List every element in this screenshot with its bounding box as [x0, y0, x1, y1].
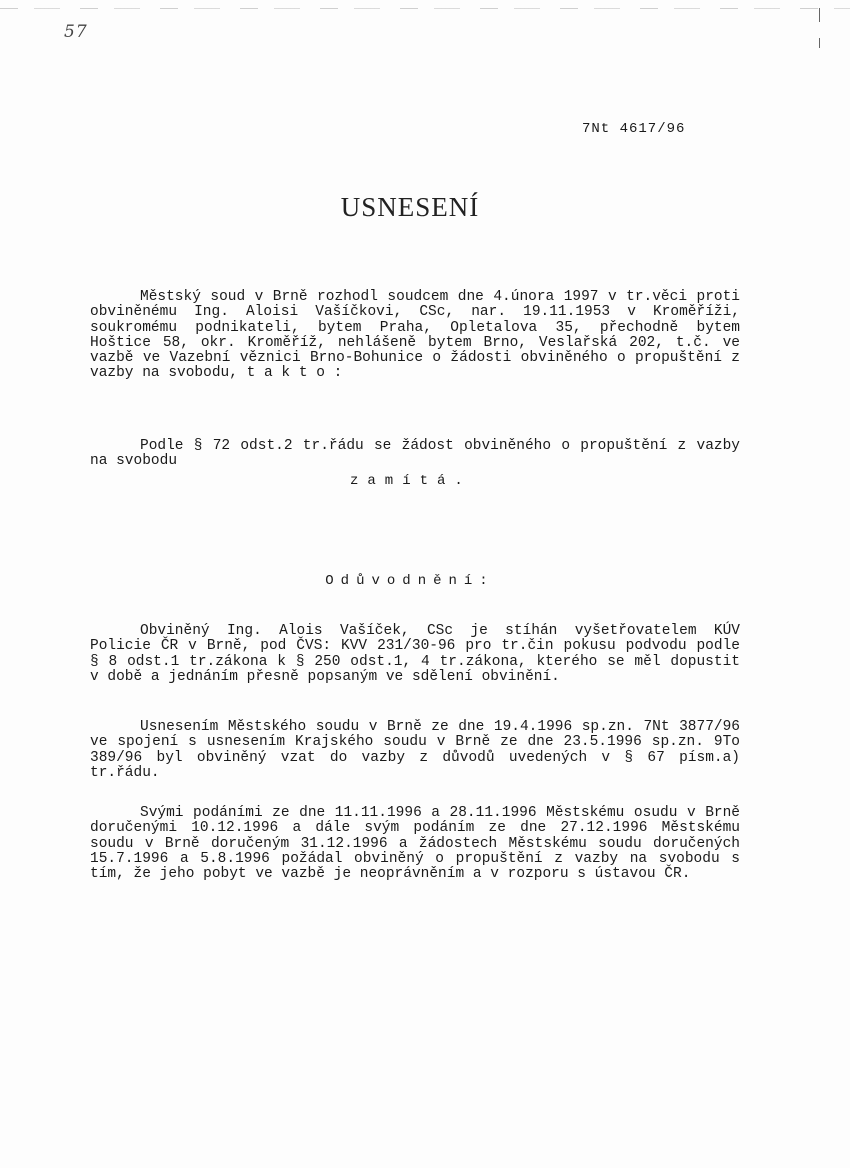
reasoning-paragraph [90, 806, 740, 882]
paragraph-text: Usnesením Městského soudu v Brně ze dne 19.4.1996 sp.zn. 7Nt 3877/96 ve spojení s usnesením Krajského soudu v Brně ze dne 23.5.1996 sp.zn. 9To 389/96 byl obviněný vzat do vazby z důvodů uvedených v § 67 písm.a) tr.řádu. [90, 719, 740, 781]
scan-artifact-line [0, 8, 850, 9]
reasoning-paragraph [90, 624, 740, 685]
decision-text: Podle § 72 odst.2 tr.řádu se žádost obviněného o propuštění z vazby na svobodu [90, 438, 740, 470]
scan-edge-mark [819, 38, 820, 48]
paragraph-text: Obviněný Ing. Alois Vašíček, CSc je stíhán vyšetřovatelem KÚV Policie ČR v Brně, pod ČVS: KVV 231/30-96 pro tr.čin pokusu podvodu podle § 8 odst.1 tr.zákona k § 250 odst.1, 4 tr.zákona, kterého se měl dopustit v době a jednáním přesně popsaným ve sdělení obvinění. [90, 623, 740, 685]
case-number: 7Nt 4617/96 [582, 121, 686, 137]
reasoning-paragraph [90, 720, 740, 781]
verdict: zamítá. [350, 473, 472, 489]
scan-edge-mark [819, 8, 820, 22]
intro-text: Městský soud v Brně rozhodl soudcem dne 4.února 1997 v tr.věci proti obviněnému Ing. Aloisi Vašíčkovi, CSc, nar. 19.11.1953 v Kroměříži, soukromému podnikateli, bytem Praha, Opletalova 35, přechodně bytem Hoštice 58, okr. Kroměříž, nehlášeně bytem Brno, Veslařská 202, t.č. ve vazbě ve Vazební věznici Brno-Bohunice o žádosti obviněného o propuštění z vazby na svobodu, t a k t o : [90, 289, 740, 382]
document-title: USNESENÍ [340, 192, 480, 222]
intro-paragraph [90, 290, 740, 382]
decision-paragraph [90, 439, 740, 470]
folio-number: 57 [64, 22, 88, 42]
reasoning-heading: Odůvodnění: [325, 573, 495, 589]
paragraph-text: Svými podáními ze dne 11.11.1996 a 28.11.1996 Městskému osudu v Brně doručenými 10.12.1996 a dále svým podáním ze dne 27.12.1996 Městskému soudu v Brně doručeným 31.12.1996 a žádostech Městskému soudu doručených 15.7.1996 a 5.8.1996 požádal obviněný o propuštění z vazby na svobodu s tím, že jeho pobyt ve vazbě je neoprávněním a v rozporu s ústavou ČR. [90, 805, 740, 883]
